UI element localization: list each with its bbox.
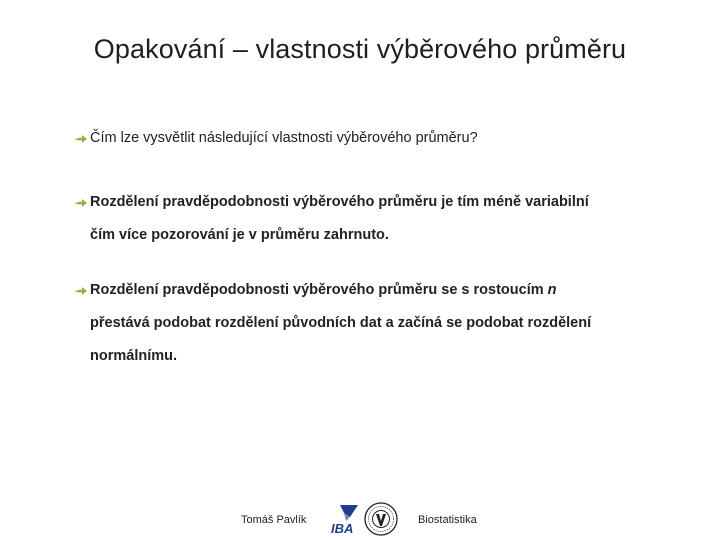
slide-title: Opakování – vlastnosti výběrového průměru [93, 34, 627, 64]
bullet-text-line-3: normálnímu. [90, 348, 178, 364]
footer-subject: Biostatistika [418, 514, 477, 526]
bullet-item-3 [74, 274, 591, 373]
bullet-item-2 [74, 186, 589, 252]
arrow-bullet-icon [74, 132, 88, 144]
bullet-text-line-2: čím více pozorování je v průměru zahrnuto. [90, 227, 389, 243]
bullet-text-line-2: přestává podobat rozdělení původních dat a začíná se podobat rozdělení [90, 315, 592, 331]
bullet-text-line-1: Rozdělení pravděpodobnosti výběrového průměru je tím méně variabilní [90, 194, 589, 210]
bullet-text-prefix: Rozdělení pravděpodobnosti výběrového průměru se s rostoucím [90, 282, 548, 298]
arrow-bullet-icon [74, 196, 88, 208]
university-seal-logo [364, 502, 398, 536]
variable-n: n [547, 282, 557, 298]
bullet-item-1 [74, 130, 478, 146]
arrow-bullet-icon [74, 284, 88, 296]
bullet-text: Čím lze vysvětlit následující vlastnosti výběrového průměru? [90, 130, 478, 146]
iba-logo-text: IBA [331, 521, 354, 535]
iba-logo [330, 503, 360, 535]
footer-author: Tomáš Pavlík [241, 514, 307, 526]
